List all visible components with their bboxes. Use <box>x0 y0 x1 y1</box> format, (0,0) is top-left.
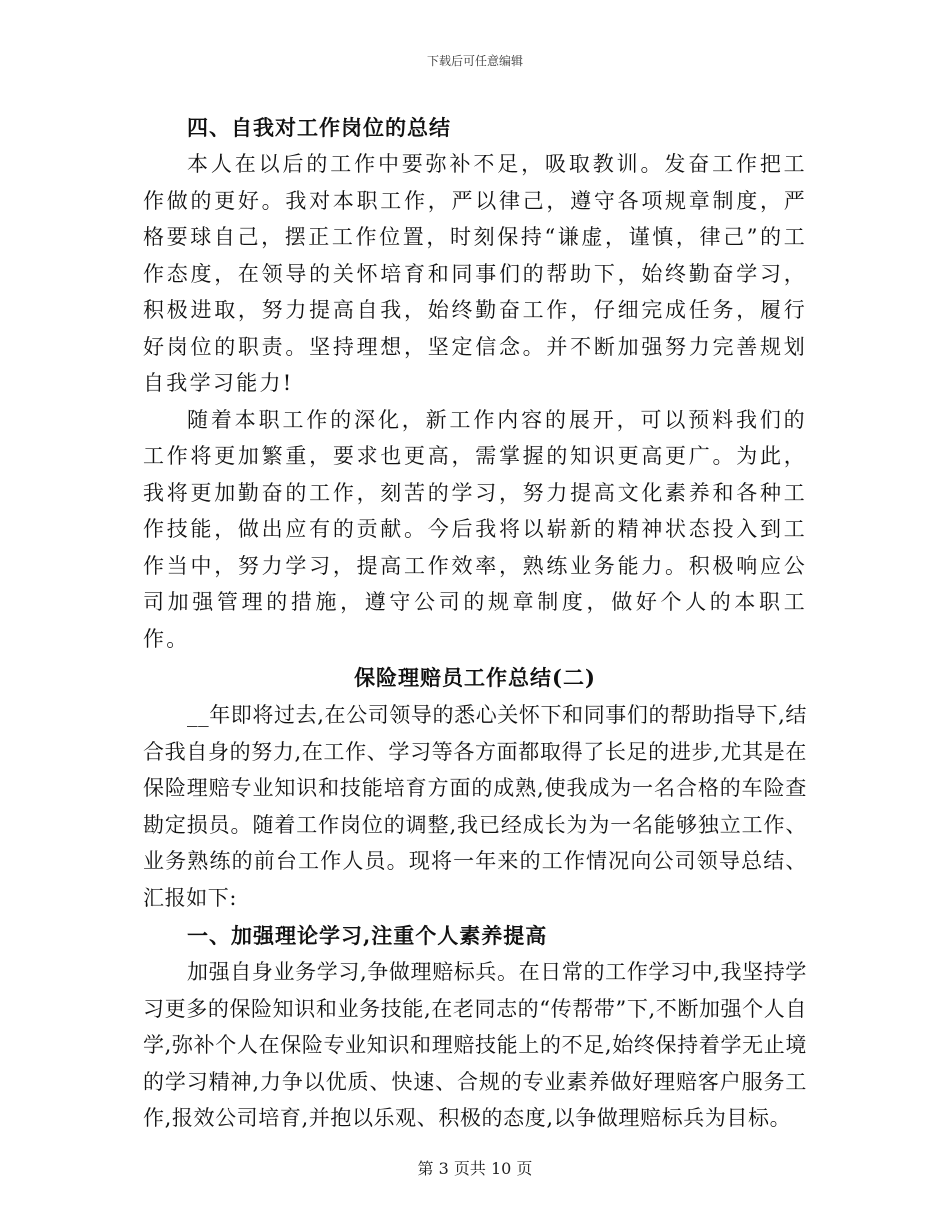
section4-paragraph-1: 本人在以后的工作中要弥补不足，吸取教训。发奋工作把工作做的更好。我对本职工作，严以律己，遵守各项规章制度，严格要球自己，摆正工作位置，时刻保持“谦虚，谨慎，律己”的工作态度，在领导的关怀培育和同事们的帮助下，始终勤奋学习，积极进取，努力提高自我，始终勤奋工作，仔细完成任务，履行好岗位的职责。坚持理想，坚定信念。并不断加强努力完善规划自我学习能力! <box>143 152 807 395</box>
section4-heading: 四、自我对工作岗位的总结 <box>187 115 451 140</box>
part2-intro-paragraph: __年即将过去,在公司领导的悉心关怀下和同事们的帮助指导下,结合我自身的努力,在工作、学习等各方面都取得了长足的进步,尤其是在保险理赔专业知识和技能培育方面的成熟,使我成为一名合格的车险查勘定损员。随着工作岗位的调整,我已经成长为为一名能够独立工作、业务熟练的前台工作人员。现将一年来的工作情况向公司领导总结、汇报如下: <box>143 703 807 910</box>
part2-title: 保险理赔员工作总结(二) <box>354 665 596 690</box>
document-body <box>143 108 807 1137</box>
header-note: 下载后可任意编辑 <box>426 54 523 68</box>
part2-section1-heading: 一、加强理论学习,注重个人素养提高 <box>187 923 548 948</box>
part2-section1-paragraph: 加强自身业务学习,争做理赔标兵。在日常的工作学习中,我坚持学习更多的保险知识和业务技能,在老同志的“传帮带”下,不断加强个人自学,弥补个人在保险专业知识和理赔技能上的不足,始终保持着学无止境的学习精神,力争以优质、快速、合规的专业素养做好理赔客户服务工作,报效公司培育,并抱以乐观、积极的态度,以争做理赔标兵为目标。 <box>143 960 807 1130</box>
section4-paragraph-2: 随着本职工作的深化，新工作内容的展开，可以预料我们的工作将更加繁重，要求也更高，需掌握的知识更高更广。为此，我将更加勤奋的工作，刻苦的学习，努力提高文化素养和各种工作技能，做出应有的贡献。今后我将以崭新的精神状态投入到工作当中，努力学习，提高工作效率，熟练业务能力。积极响应公司加强管理的措施，遵守公司的规章制度，做好个人的本职工作。 <box>143 407 807 651</box>
page-number: 第 3 页共 10 页 <box>417 1159 533 1178</box>
